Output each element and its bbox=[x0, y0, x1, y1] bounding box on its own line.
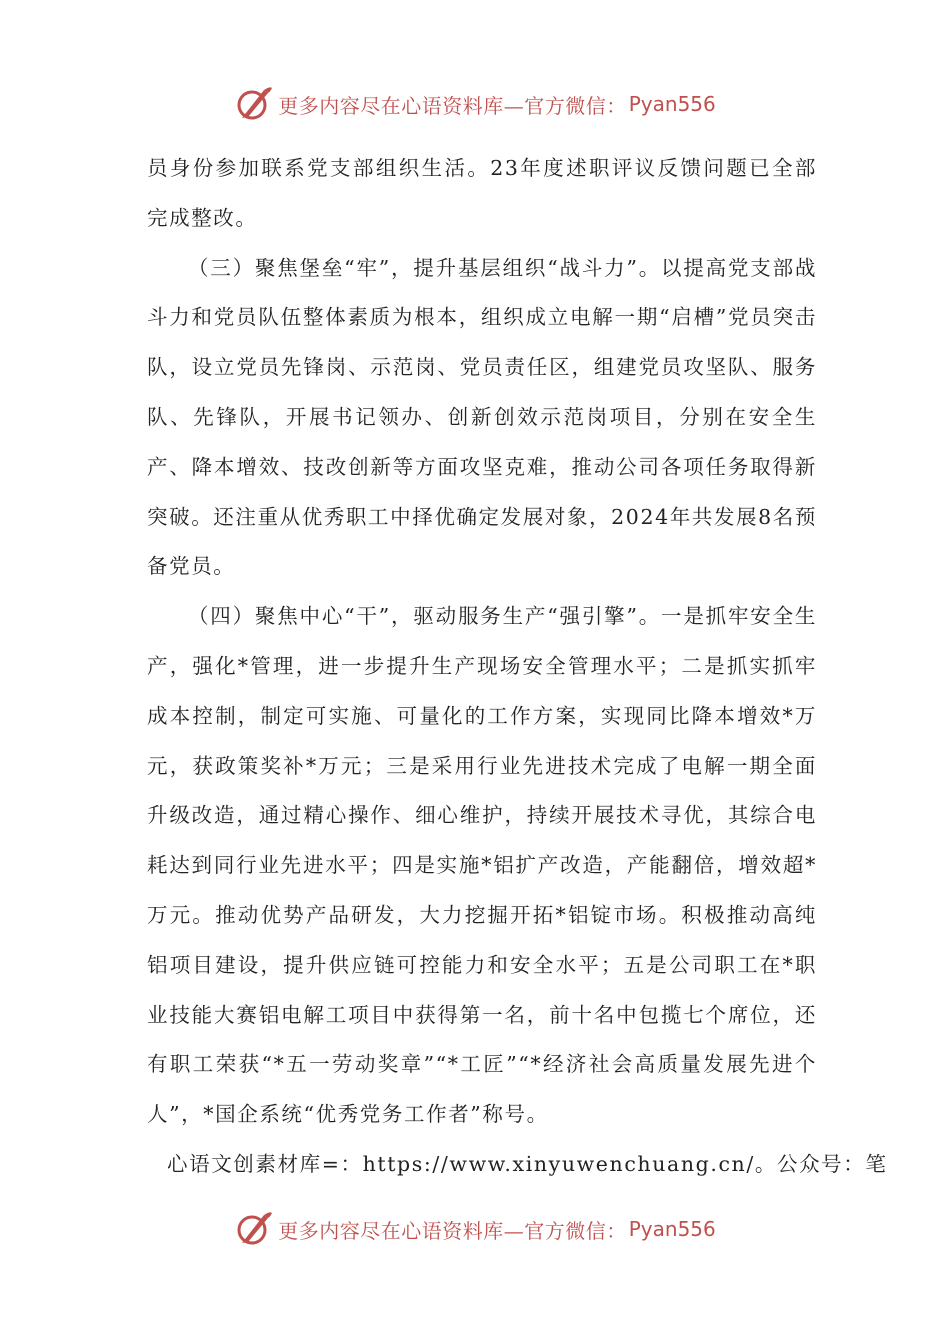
paragraph-continuation: 员身份参加联系党支部组织生活。23年度述职评议反馈问题已全部完成整改。 bbox=[147, 156, 817, 230]
paragraph-section-4: （四）聚焦中心“干”，驱动服务生产“强引擎”。一是抓牢安全生产，强化*管理，进一步提升生产现场安全管理水平；二是抓实抓牢成本控制，制定可实施、可量化的工作方案，实现同比降本增效*万元，获政策奖补*万元；三是采用行业先进技术完成了电解一期全面升级改造，通过精心操作、细心维护，持续开展技术寻优，其综合电耗达到同行业先进水平；四是实施*铝扩产改造，产能翻倍，增效超*万元。推动优势产品研发，大力挖掘开拓*铝锭市场。积极推动高纯铝项目建设，提升供应链可控能力和安全水平；五是公司职工在*职业技能大赛铝电解工项目中获得第一名，前十名中包揽七个席位，还有职工荣获“*五一劳动奖章”“*工匠”“*经济社会高质量发展先进个人”，*国企系统“优秀党务工作者”称号。 bbox=[147, 604, 817, 1127]
paragraph-section-3: （三）聚焦堡垒“牢”，提升基层组织“战斗力”。以提高党支部战斗力和党员队伍整体素质为根本，组织成立电解一期“启槽”党员突击队，设立党员先锋岗、示范岗、党员责任区，组建党员攻坚队、服务队、先锋队，开展书记领办、创新创效示范岗项目，分别在安全生产、降本增效、技改创新等方面攻坚克难，推动公司各项任务取得新突破。还注重从优秀职工中择优确定发展对象，2024年共发展8名预备党员。 bbox=[147, 255, 817, 579]
footer-banner-text: 更多内容尽在心语资料库—官方微信： bbox=[278, 1218, 627, 1243]
header-banner bbox=[0, 79, 950, 129]
quill-pen-logo-icon bbox=[234, 1209, 274, 1249]
source-line: 心语文创素材库=：https://www.xinyuwenchuang.cn/。公众号：笔 bbox=[167, 1151, 888, 1176]
document-body bbox=[147, 144, 888, 1190]
footer-banner bbox=[0, 1204, 950, 1254]
quill-pen-logo-icon bbox=[234, 84, 274, 124]
header-wechat-id: Pyan556 bbox=[628, 92, 716, 116]
footer-wechat-id: Pyan556 bbox=[628, 1217, 716, 1241]
header-banner-text: 更多内容尽在心语资料库—官方微信： bbox=[278, 93, 627, 118]
